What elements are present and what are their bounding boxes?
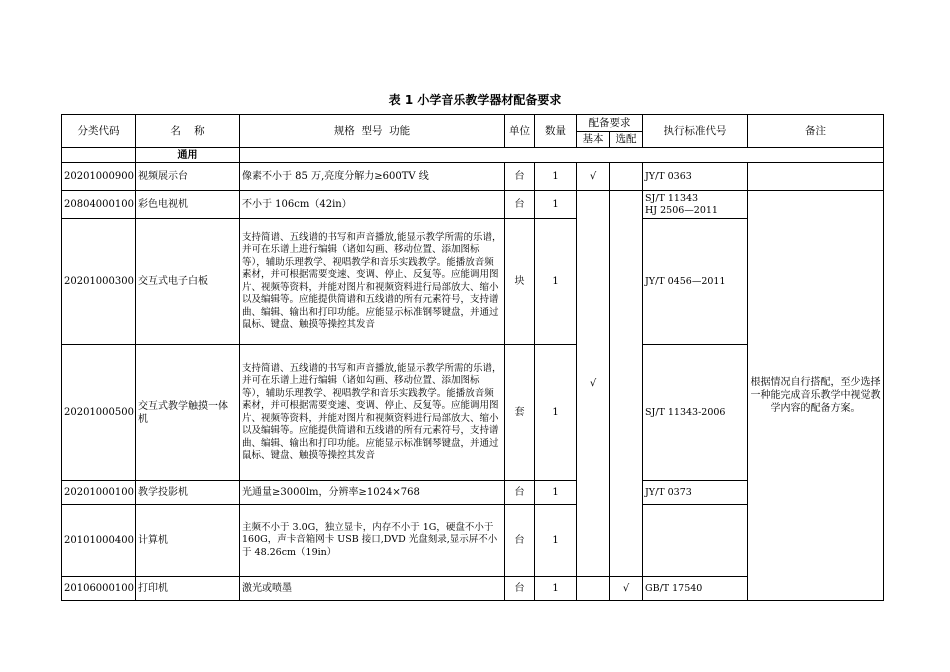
row-spec: 激光或喷墨 — [240, 577, 505, 601]
row-standard: GB/T 17540 — [643, 577, 748, 601]
row-qty: 1 — [535, 163, 577, 191]
row-basic — [577, 577, 610, 601]
row-code: 20804000100 — [62, 191, 136, 219]
row-name: 交互式电子白板 — [136, 219, 240, 345]
row-qty: 1 — [535, 505, 577, 577]
row-name: 视频展示台 — [136, 163, 240, 191]
row-code: 20106000100 — [62, 577, 136, 601]
header-requirement: 配备要求 — [577, 115, 643, 132]
row-spec: 像素不小于 85 万,亮度分解力≥600TV 线 — [240, 163, 505, 191]
row-remark-empty — [748, 163, 884, 191]
row-unit: 台 — [505, 505, 535, 577]
row-remark: 根据情况自行搭配，至少选择一种能完成音乐教学中视觉教学内容的配备方案。 — [748, 191, 884, 601]
row-unit: 台 — [505, 191, 535, 219]
header-code: 分类代码 — [62, 115, 136, 148]
row-spec: 主频不小于 3.0G，独立显卡，内存不小于 1G，硬盘不小于 160G，声卡音箱网卡 USB 接口,DVD 光盘刻录,显示屏不小于 48.26cm（19in） — [240, 505, 505, 577]
row-name: 彩色电视机 — [136, 191, 240, 219]
standard-line-2: HJ 2506—2011 — [645, 204, 718, 216]
header-unit: 单位 — [505, 115, 535, 148]
row-name: 教学投影机 — [136, 481, 240, 505]
header-basic: 基本 — [577, 132, 610, 148]
row-code: 20201000100 — [62, 481, 136, 505]
row-code: 20101000400 — [62, 505, 136, 577]
equipment-table — [61, 114, 884, 601]
header-remark: 备注 — [748, 115, 884, 148]
row-spec: 不小于 106cm（42in） — [240, 191, 505, 219]
row-unit: 块 — [505, 219, 535, 345]
table-title: 表 1 小学音乐教学器材配备要求 — [388, 93, 562, 107]
row-qty: 1 — [535, 345, 577, 481]
row-unit: 套 — [505, 345, 535, 481]
row-qty: 1 — [535, 577, 577, 601]
row-name: 计算机 — [136, 505, 240, 577]
header-qty: 数量 — [535, 115, 577, 148]
table-row — [62, 163, 884, 191]
row-code: 20201000900 — [62, 163, 136, 191]
row-unit: 台 — [505, 163, 535, 191]
header-standard: 执行标准代号 — [643, 115, 748, 148]
row-standard — [643, 191, 748, 219]
group-label: 通用 — [136, 148, 240, 163]
group-empty-cell — [62, 148, 136, 163]
row-qty: 1 — [535, 191, 577, 219]
table-row — [62, 191, 884, 219]
row-standard: JY/T 0456—2011 — [643, 219, 748, 345]
row-spec: 光通量≥3000lm，分辨率≥1024×768 — [240, 481, 505, 505]
row-code: 20201000500 — [62, 345, 136, 481]
header-name: 名 称 — [136, 115, 240, 148]
row-code: 20201000300 — [62, 219, 136, 345]
row-basic — [643, 505, 748, 577]
row-optional — [610, 163, 643, 191]
header-spec: 规格 型号 功能 — [240, 115, 505, 148]
header-optional: 选配 — [610, 132, 643, 148]
row-optional-check: √ — [610, 577, 643, 601]
row-spec: 支持简谱、五线谱的书写和声音播放,能显示教学所需的乐谱，并可在乐谱上进行编辑（诸如勾画、移动位置、添加图标等），辅助乐理教学、视唱教学和音乐实践教学。能播放音频素材，并可根据需要变速、变调、停止、反复等。应能调用图片、视频等资料，并能对图片和视频资料进行局部放大、缩小以及编辑等。应能提供简谱和五线谱的所有元素符号，支持谱曲、编辑、输出和打印功能。应能显示标准钢琴键盘，并通过鼠标、键盘、触摸等操控其发音 — [240, 219, 505, 345]
row-name: 交互式教学触摸一体机 — [136, 345, 240, 481]
row-standard: JY/T 0373 — [643, 481, 748, 505]
row-qty: 1 — [535, 481, 577, 505]
row-standard: SJ/T 11343-2006 — [643, 345, 748, 481]
row-name: 打印机 — [136, 577, 240, 601]
standard-line-1: SJ/T 11343 — [645, 192, 699, 204]
row-qty: 1 — [535, 219, 577, 345]
row-unit: 台 — [505, 481, 535, 505]
merged-basic-check: √ — [577, 191, 610, 577]
row-standard: JY/T 0363 — [643, 163, 748, 191]
row-spec: 支持简谱、五线谱的书写和声音播放,能显示教学所需的乐谱，并可在乐谱上进行编辑（诸如勾画、移动位置、添加图标等），辅助乐理教学、视唱教学和音乐实践教学。能播放音频素材，并可根据需要变速、变调、停止、反复等。应能调用图片、视频等资料，并能对图片和视频资料进行局部放大、缩小以及编辑等。应能提供简谱和五线谱的所有元素符号，支持谱曲、编辑、输出和打印功能。应能显示标准钢琴键盘，并通过鼠标、键盘、触摸等操控其发音 — [240, 345, 505, 481]
row-unit: 台 — [505, 577, 535, 601]
merged-optional — [610, 191, 643, 577]
group-empty-span — [240, 148, 884, 163]
row-basic-check: √ — [577, 163, 610, 191]
